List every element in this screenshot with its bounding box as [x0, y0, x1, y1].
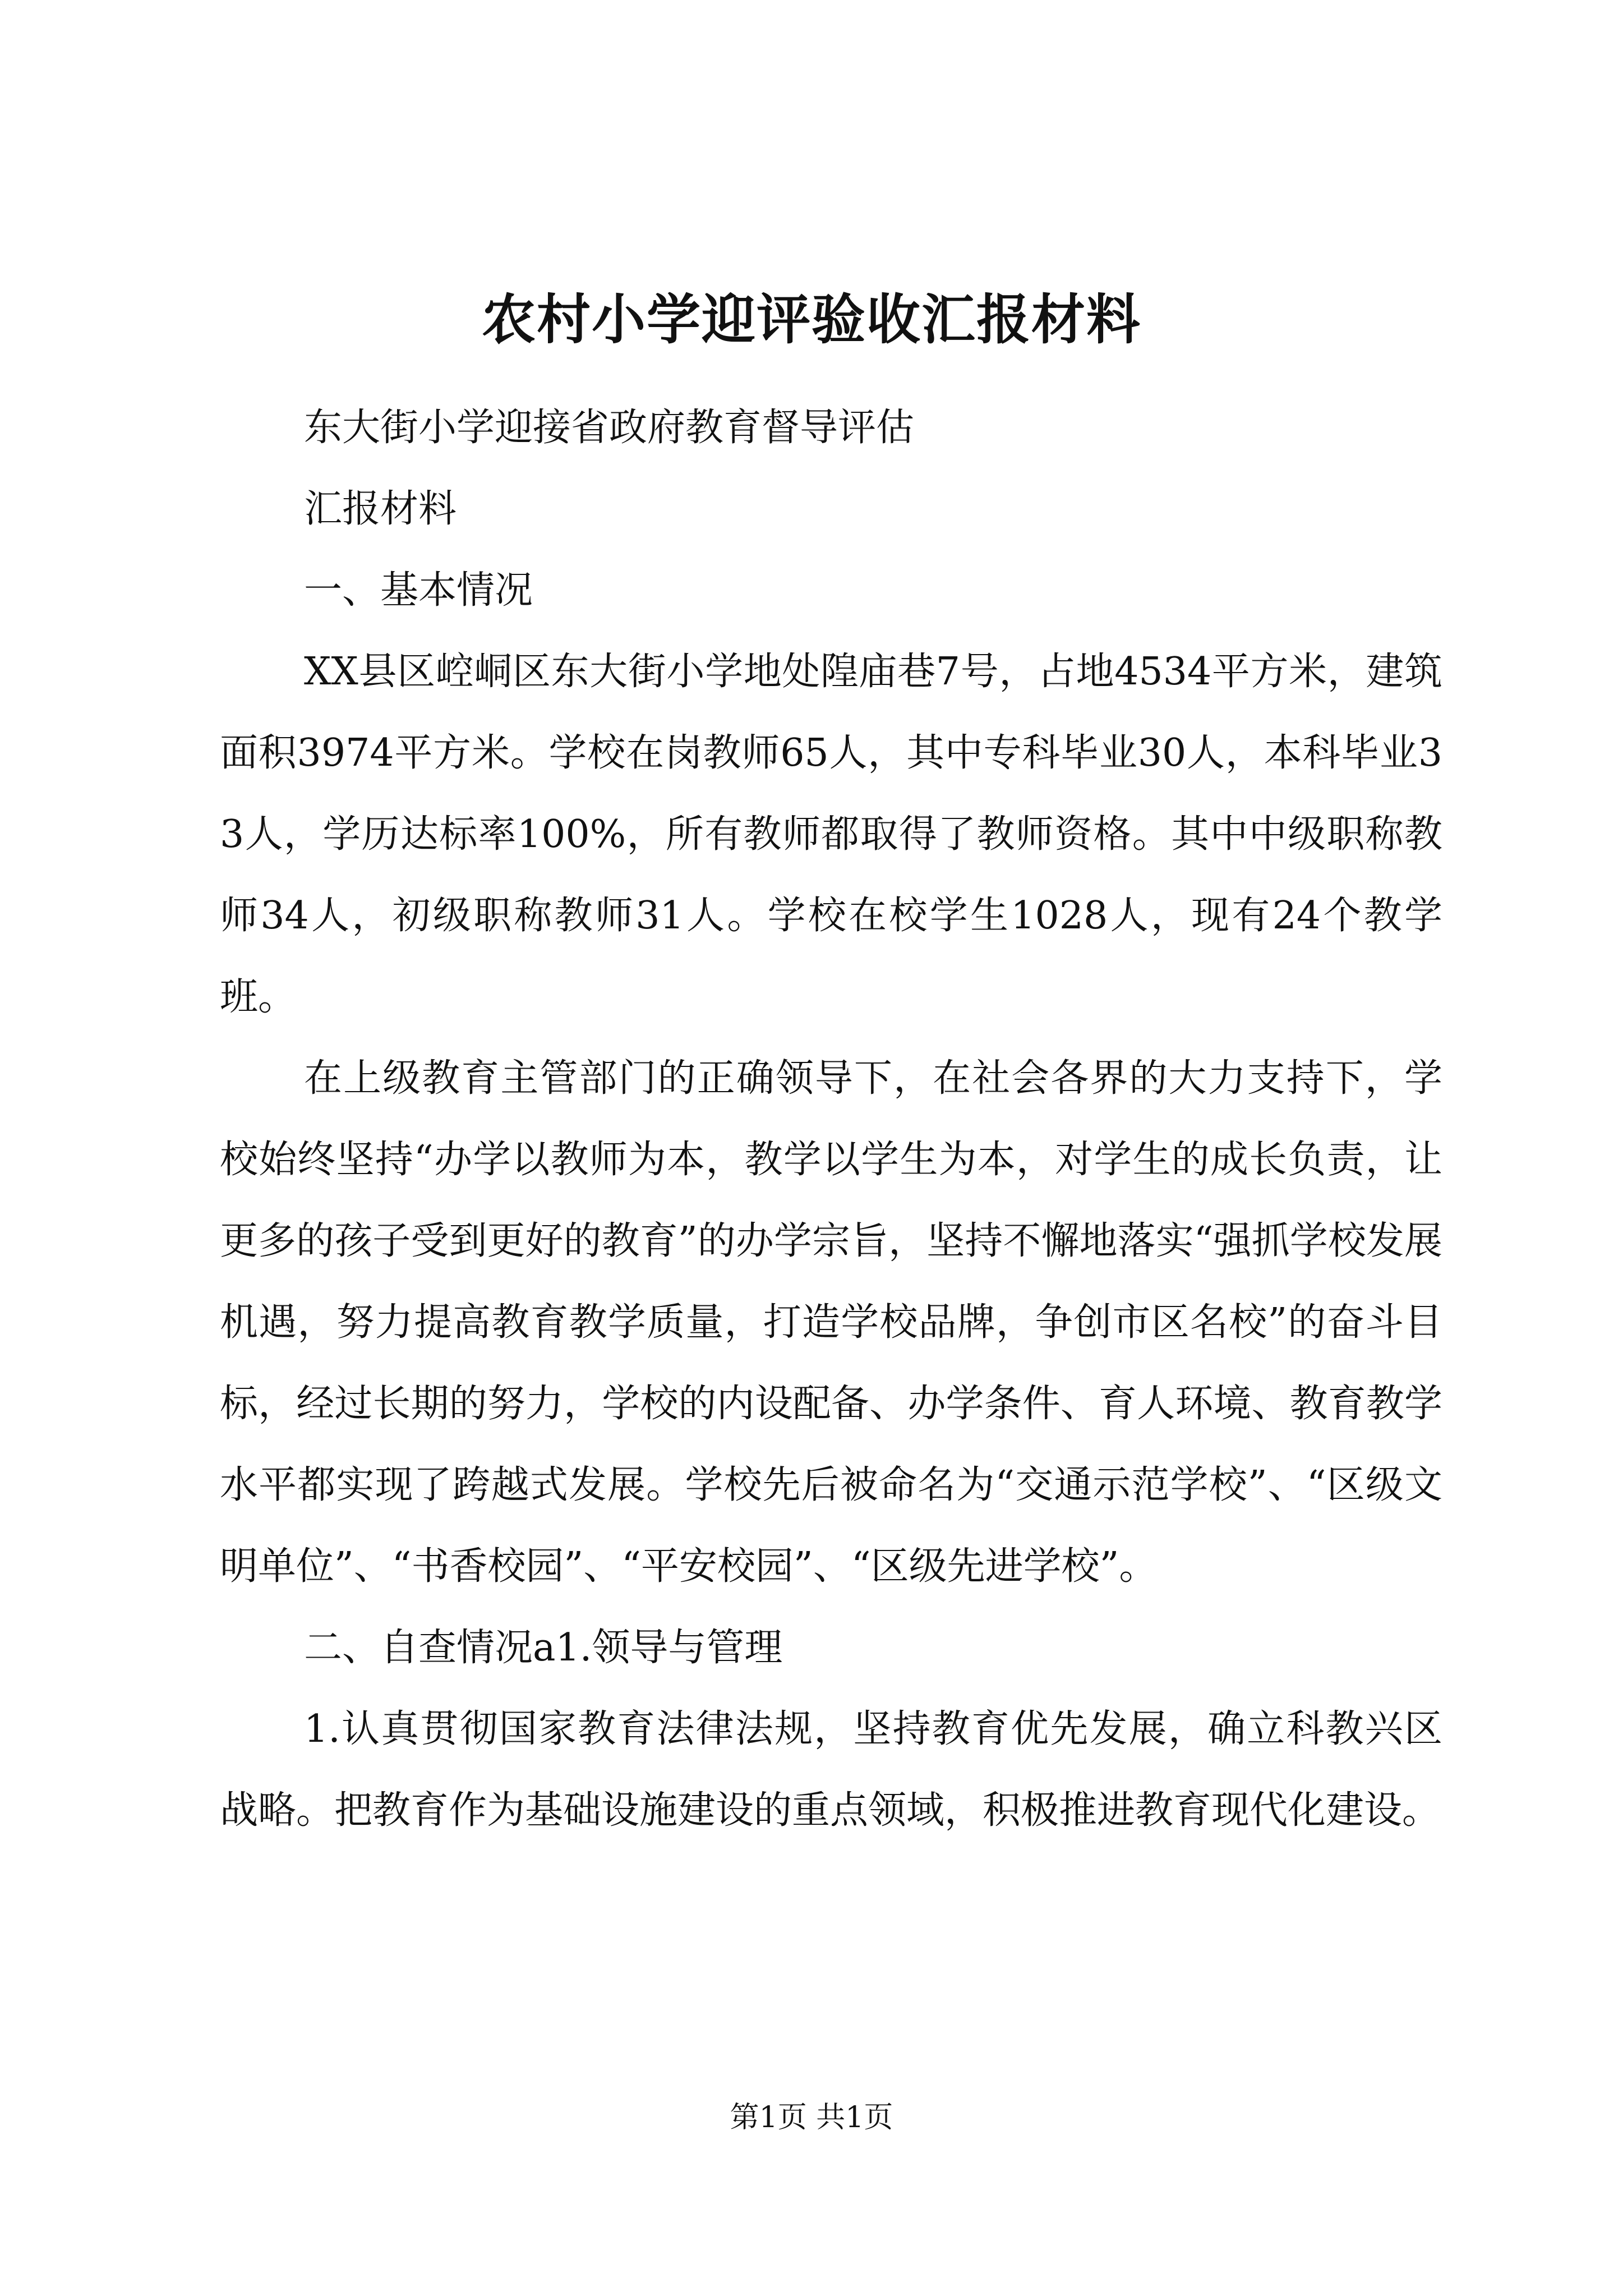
paragraph-item-1: 1.认真贯彻国家教育法律法规，坚持教育优先发展，确立科教兴区战略。把教育作为基础设施建设的重点领域，积极推进教育现代化建设。 [220, 1707, 1442, 1833]
section-heading-self-check: 二、自查情况a1.领导与管理 [304, 1626, 783, 1670]
paragraph-subtitle-2: 汇报材料 [304, 487, 457, 531]
paragraph-basic-info: XX县区崆峒区东大街小学地处隍庙巷7号，占地4534平方米，建筑面积3974平方米。学校在岗教师65人，其中专科毕业30人，本科毕业33人，学历达标率100%，所有教师都取得了教师资格。其中中级职称教师34人，初级职称教师31人。学校在校学生1028人，现有24个教学班。 [220, 650, 1442, 1019]
paragraph-development: 在上级教育主管部门的正确领导下，在社会各界的大力支持下，学校始终坚持“办学以教师为本，教学以学生为本，对学生的成长负责，让更多的孩子受到更好的教育”的办学宗旨，坚持不懈地落实“强抓学校发展机遇，努力提高教育教学质量，打造学校品牌，争创市区名校”的奋斗目标，经过长期的努力，学校的内设配备、办学条件、育人环境、教育教学水平都实现了跨越式发展。学校先后被命名为“交通示范学校”、“区级文明单位”、“书香校园”、“平安校园”、“区级先进学校”。 [220, 1056, 1442, 1589]
document-body [220, 387, 1442, 1851]
section-heading-basic: 一、基本情况 [304, 568, 533, 613]
page-footer: 第1页 共1页 [730, 2101, 893, 2134]
document-title: 农村小学迎评验收汇报材料 [482, 288, 1141, 351]
paragraph-subtitle: 东大街小学迎接省政府教育督导评估 [304, 406, 915, 450]
